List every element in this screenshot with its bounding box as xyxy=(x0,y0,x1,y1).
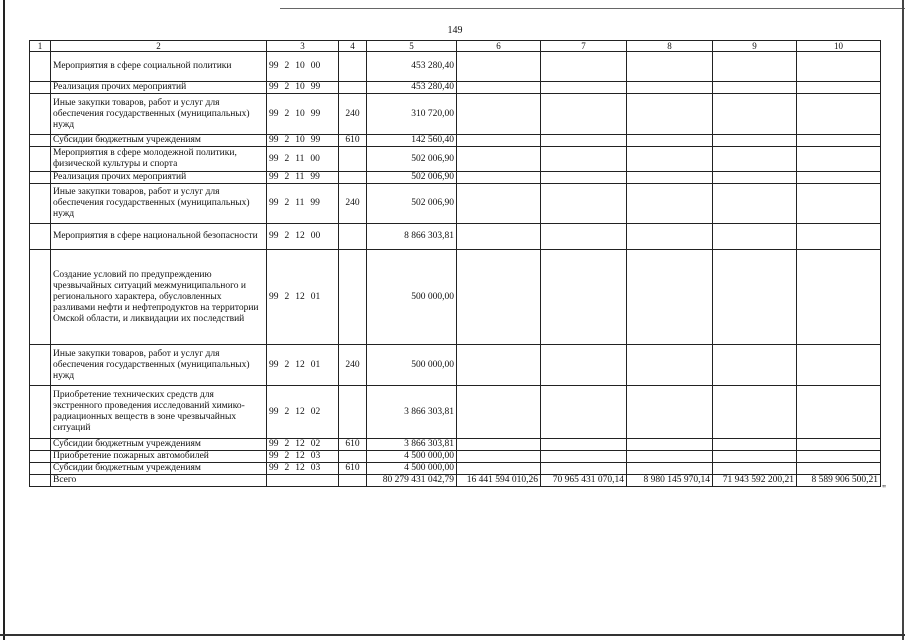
column-number-4: 4 xyxy=(339,41,367,52)
code-part: 11 xyxy=(295,153,305,164)
column-number-10: 10 xyxy=(797,41,881,52)
code-part: 2 xyxy=(284,61,290,71)
total-value-col5: 80 279 431 042,79 xyxy=(367,475,457,487)
code-part: 99 xyxy=(269,359,279,370)
code-part: 99 xyxy=(269,439,279,449)
row-value-col7 xyxy=(541,224,627,250)
code-part: 2 xyxy=(284,231,290,241)
row-number-cell xyxy=(30,439,51,451)
code-part: 2 xyxy=(284,451,290,461)
code-part: 99 xyxy=(269,198,279,208)
closing-quote-mark: " xyxy=(882,484,887,495)
row-value-col6 xyxy=(457,345,541,386)
table-row xyxy=(30,463,881,475)
row-value-col6 xyxy=(457,224,541,250)
row-value-col8 xyxy=(627,386,713,439)
row-value-col9 xyxy=(713,386,797,439)
row-type-cell xyxy=(339,451,367,463)
row-value-col10 xyxy=(797,386,881,439)
table-row xyxy=(30,135,881,147)
code-part: 99 xyxy=(310,108,321,119)
total-value-col10: 8 589 906 500,21 xyxy=(797,475,881,487)
row-value-col8 xyxy=(627,345,713,386)
row-value-col6 xyxy=(457,463,541,475)
row-code-cell xyxy=(267,82,339,94)
row-name-cell: Реализация прочих мероприятий xyxy=(51,82,267,94)
row-value-col7 xyxy=(541,451,627,463)
row-type-cell: 240 xyxy=(339,184,367,224)
row-value-col6 xyxy=(457,135,541,147)
row-value-col8 xyxy=(627,172,713,184)
row-value-col8 xyxy=(627,439,713,451)
column-number-2: 2 xyxy=(51,41,267,52)
table-row xyxy=(30,52,881,82)
row-code-cell xyxy=(267,386,339,439)
row-value-col7 xyxy=(541,172,627,184)
row-value-col9 xyxy=(713,439,797,451)
row-value-col9 xyxy=(713,184,797,224)
row-value-col10 xyxy=(797,345,881,386)
row-type-cell xyxy=(339,250,367,345)
row-type-cell: 240 xyxy=(339,94,367,135)
row-type-cell: 240 xyxy=(339,345,367,386)
column-number-7: 7 xyxy=(541,41,627,52)
row-value-col5: 4 500 000,00 xyxy=(367,463,457,475)
row-value-col9 xyxy=(713,224,797,250)
row-name-cell: Субсидии бюджетным учреждениям xyxy=(51,463,267,475)
row-number-cell xyxy=(30,147,51,172)
code-part: 12 xyxy=(295,463,305,473)
row-value-col8 xyxy=(627,250,713,345)
table-body xyxy=(30,41,881,487)
row-value-col8 xyxy=(627,82,713,94)
column-number-8: 8 xyxy=(627,41,713,52)
total-value-col9: 71 943 592 200,21 xyxy=(713,475,797,487)
table-row xyxy=(30,345,881,386)
row-value-col7 xyxy=(541,184,627,224)
row-code-cell xyxy=(267,135,339,147)
row-code-cell xyxy=(267,94,339,135)
code-part: 99 xyxy=(269,153,279,164)
row-name-cell: Реализация прочих мероприятий xyxy=(51,172,267,184)
row-name-cell: Иные закупки товаров, работ и услуг для обеспечения государственных (муниципальных) нужд xyxy=(51,184,267,224)
row-value-col10 xyxy=(797,135,881,147)
row-type-cell xyxy=(339,147,367,172)
row-value-col10 xyxy=(797,52,881,82)
page-number: 149 xyxy=(447,25,463,36)
column-number-9: 9 xyxy=(713,41,797,52)
code-part: 02 xyxy=(310,406,321,417)
row-value-col10 xyxy=(797,451,881,463)
code-part: 00 xyxy=(310,61,321,71)
row-value-col6 xyxy=(457,184,541,224)
row-value-col10 xyxy=(797,224,881,250)
code-part: 10 xyxy=(295,82,305,92)
code-part: 2 xyxy=(284,82,290,92)
code-part: 2 xyxy=(284,359,290,370)
row-value-col10 xyxy=(797,82,881,94)
row-code-cell xyxy=(267,250,339,345)
row-value-col9 xyxy=(713,345,797,386)
row-name-cell: Приобретение пожарных автомобилей xyxy=(51,451,267,463)
row-value-col10 xyxy=(797,94,881,135)
code-part: 99 xyxy=(269,463,279,473)
code-part: 99 xyxy=(269,135,279,145)
row-type-cell: 610 xyxy=(339,439,367,451)
code-part: 99 xyxy=(269,172,279,182)
row-name-cell: Создание условий по предупреждению чрезвычайных ситуаций межмуниципального и регионального характера, обусловленных разливами нефти и нефтепродуктов на территории Омской области, и ликвидации их последствий xyxy=(51,250,267,345)
row-code-cell xyxy=(267,184,339,224)
row-name-cell: Мероприятия в сфере национальной безопасности xyxy=(51,224,267,250)
row-value-col6 xyxy=(457,172,541,184)
row-value-col6 xyxy=(457,94,541,135)
row-value-col5: 3 866 303,81 xyxy=(367,439,457,451)
code-part: 99 xyxy=(269,291,279,302)
column-number-6: 6 xyxy=(457,41,541,52)
header-row xyxy=(30,41,881,52)
code-part: 00 xyxy=(310,231,321,241)
row-name-cell: Субсидии бюджетным учреждениям xyxy=(51,439,267,451)
row-value-col8 xyxy=(627,147,713,172)
row-value-col9 xyxy=(713,172,797,184)
code-part: 99 xyxy=(310,135,321,145)
total-label: Всего xyxy=(51,475,267,487)
code-part: 12 xyxy=(295,451,305,461)
row-value-col7 xyxy=(541,386,627,439)
code-part: 99 xyxy=(269,61,279,71)
row-value-col5: 3 866 303,81 xyxy=(367,386,457,439)
code-part: 12 xyxy=(295,359,305,370)
row-value-col8 xyxy=(627,224,713,250)
row-value-col7 xyxy=(541,94,627,135)
row-value-col6 xyxy=(457,52,541,82)
total-code-cell xyxy=(267,475,339,487)
row-type-cell xyxy=(339,386,367,439)
code-part: 12 xyxy=(295,439,305,449)
row-number-cell xyxy=(30,82,51,94)
row-type-cell xyxy=(339,172,367,184)
code-part: 99 xyxy=(269,108,279,119)
row-type-cell xyxy=(339,82,367,94)
code-part: 10 xyxy=(295,135,305,145)
row-value-col9 xyxy=(713,451,797,463)
row-number-cell xyxy=(30,94,51,135)
code-part: 2 xyxy=(284,291,290,302)
row-value-col8 xyxy=(627,52,713,82)
row-name-cell: Мероприятия в сфере молодежной политики, физической культуры и спорта xyxy=(51,147,267,172)
row-number-cell xyxy=(30,463,51,475)
code-part: 2 xyxy=(284,135,290,145)
row-value-col5: 500 000,00 xyxy=(367,345,457,386)
code-part: 99 xyxy=(310,198,320,208)
row-number-cell xyxy=(30,172,51,184)
row-value-col8 xyxy=(627,184,713,224)
row-value-col9 xyxy=(713,147,797,172)
code-part: 00 xyxy=(310,153,320,164)
row-number-cell xyxy=(30,184,51,224)
code-part: 99 xyxy=(269,451,279,461)
row-value-col6 xyxy=(457,386,541,439)
row-value-col7 xyxy=(541,82,627,94)
table-row xyxy=(30,224,881,250)
row-number-cell xyxy=(30,451,51,463)
row-number-cell xyxy=(30,135,51,147)
code-part: 10 xyxy=(295,61,305,71)
row-value-col10 xyxy=(797,463,881,475)
row-value-col10 xyxy=(797,172,881,184)
row-value-col8 xyxy=(627,94,713,135)
row-value-col5: 453 280,40 xyxy=(367,52,457,82)
row-value-col10 xyxy=(797,184,881,224)
scan-edge-bottom xyxy=(0,634,905,636)
table-row xyxy=(30,184,881,224)
row-value-col7 xyxy=(541,250,627,345)
row-value-col5: 502 006,90 xyxy=(367,184,457,224)
code-part: 03 xyxy=(310,451,321,461)
code-part: 10 xyxy=(295,108,305,119)
total-value-col8: 8 980 145 970,14 xyxy=(627,475,713,487)
table-row xyxy=(30,94,881,135)
row-number-cell xyxy=(30,386,51,439)
code-part: 99 xyxy=(310,172,320,182)
row-value-col10 xyxy=(797,147,881,172)
row-value-col5: 453 280,40 xyxy=(367,82,457,94)
code-part: 99 xyxy=(269,82,279,92)
total-value-col6: 16 441 594 010,26 xyxy=(457,475,541,487)
scan-edge-right xyxy=(902,0,904,640)
row-code-cell xyxy=(267,52,339,82)
table-row xyxy=(30,82,881,94)
row-value-col9 xyxy=(713,135,797,147)
table-row xyxy=(30,451,881,463)
row-value-col8 xyxy=(627,463,713,475)
column-number-3: 3 xyxy=(267,41,339,52)
row-value-col5: 4 500 000,00 xyxy=(367,451,457,463)
code-part: 99 xyxy=(310,82,321,92)
column-number-1: 1 xyxy=(30,41,51,52)
row-code-cell xyxy=(267,224,339,250)
code-part: 03 xyxy=(310,463,321,473)
row-type-cell: 610 xyxy=(339,463,367,475)
code-part: 11 xyxy=(295,198,305,208)
row-value-col7 xyxy=(541,345,627,386)
row-value-col7 xyxy=(541,52,627,82)
total-value-col7: 70 965 431 070,14 xyxy=(541,475,627,487)
budget-table xyxy=(29,40,881,487)
row-value-col7 xyxy=(541,147,627,172)
row-name-cell: Иные закупки товаров, работ и услуг для обеспечения государственных (муниципальных) нужд xyxy=(51,345,267,386)
code-part: 11 xyxy=(295,172,305,182)
code-part: 02 xyxy=(310,439,321,449)
row-value-col6 xyxy=(457,82,541,94)
row-value-col5: 142 560,40 xyxy=(367,135,457,147)
row-value-col6 xyxy=(457,250,541,345)
table-row xyxy=(30,147,881,172)
code-part: 2 xyxy=(284,463,290,473)
row-value-col5: 502 006,90 xyxy=(367,147,457,172)
row-value-col5: 8 866 303,81 xyxy=(367,224,457,250)
row-name-cell: Мероприятия в сфере социальной политики xyxy=(51,52,267,82)
column-number-5: 5 xyxy=(367,41,457,52)
row-code-cell xyxy=(267,147,339,172)
row-value-col10 xyxy=(797,250,881,345)
row-number-cell xyxy=(30,345,51,386)
code-part: 12 xyxy=(295,291,305,302)
table-row xyxy=(30,439,881,451)
code-part: 2 xyxy=(284,108,290,119)
code-part: 2 xyxy=(284,153,290,164)
code-part: 12 xyxy=(295,231,305,241)
row-value-col9 xyxy=(713,82,797,94)
row-type-cell xyxy=(339,52,367,82)
row-value-col6 xyxy=(457,451,541,463)
row-value-col9 xyxy=(713,52,797,82)
code-part: 2 xyxy=(284,406,290,417)
row-value-col9 xyxy=(713,250,797,345)
row-value-col7 xyxy=(541,439,627,451)
code-part: 01 xyxy=(310,291,321,302)
scan-edge-top xyxy=(280,8,905,9)
row-value-col5: 310 720,00 xyxy=(367,94,457,135)
row-value-col7 xyxy=(541,135,627,147)
row-value-col8 xyxy=(627,135,713,147)
row-name-cell: Субсидии бюджетным учреждениям xyxy=(51,135,267,147)
row-value-col5: 500 000,00 xyxy=(367,250,457,345)
row-name-cell: Иные закупки товаров, работ и услуг для обеспечения государственных (муниципальных) нужд xyxy=(51,94,267,135)
row-value-col5: 502 006,90 xyxy=(367,172,457,184)
code-part: 2 xyxy=(284,172,290,182)
table-row xyxy=(30,172,881,184)
row-number-cell xyxy=(30,224,51,250)
row-value-col9 xyxy=(713,463,797,475)
code-part: 2 xyxy=(284,198,290,208)
table-row xyxy=(30,250,881,345)
row-type-cell xyxy=(339,224,367,250)
code-part: 99 xyxy=(269,231,279,241)
row-code-cell xyxy=(267,172,339,184)
row-code-cell xyxy=(267,345,339,386)
row-number-cell xyxy=(30,250,51,345)
row-number-cell xyxy=(30,52,51,82)
total-type-cell xyxy=(339,475,367,487)
code-part: 2 xyxy=(284,439,290,449)
code-part: 99 xyxy=(269,406,279,417)
row-value-col7 xyxy=(541,463,627,475)
row-value-col10 xyxy=(797,439,881,451)
row-code-cell xyxy=(267,451,339,463)
row-value-col6 xyxy=(457,439,541,451)
total-number-cell xyxy=(30,475,51,487)
table-row xyxy=(30,386,881,439)
scan-edge-left xyxy=(3,0,5,640)
row-type-cell: 610 xyxy=(339,135,367,147)
row-code-cell xyxy=(267,463,339,475)
row-value-col8 xyxy=(627,451,713,463)
row-value-col6 xyxy=(457,147,541,172)
code-part: 12 xyxy=(295,406,305,417)
total-row xyxy=(30,475,881,487)
row-name-cell: Приобретение технических средств для экстренного проведения исследований химико-радиационных веществ в зоне чрезвычайных ситуаций xyxy=(51,386,267,439)
code-part: 01 xyxy=(310,359,321,370)
row-value-col9 xyxy=(713,94,797,135)
row-code-cell xyxy=(267,439,339,451)
